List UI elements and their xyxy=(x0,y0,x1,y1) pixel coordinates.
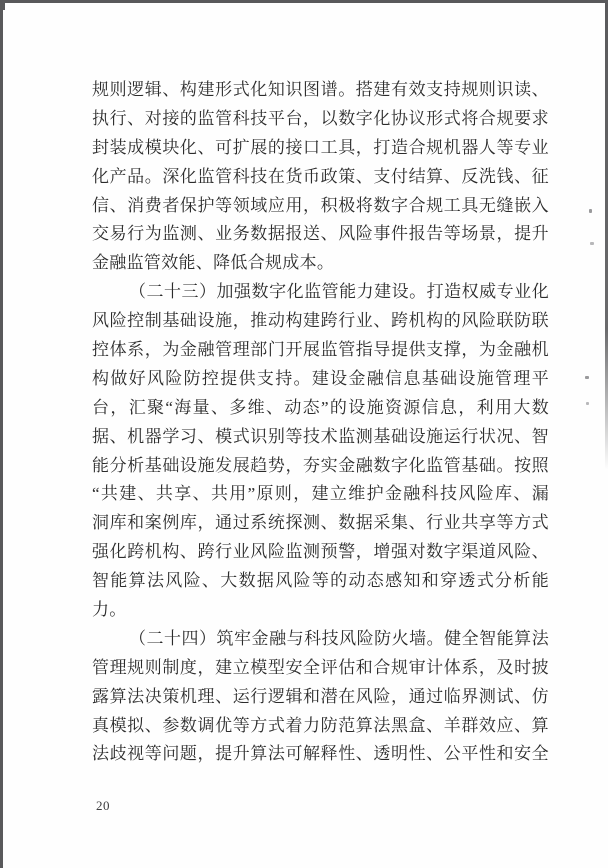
text-line: 洞库和案例库，通过系统探测、数据采集、行业共享等方式 xyxy=(92,513,549,533)
scan-speckle xyxy=(590,242,594,245)
text-line-paragraph-start: （二十四）筑牢金融与科技风险防火墙。健全智能算法 xyxy=(129,628,549,648)
text-line-paragraph-start: （二十三）加强数字化监管能力建设。打造权威专业化 xyxy=(129,282,549,302)
scan-edge-left xyxy=(0,0,3,868)
text-line: 管理规则制度，建立模型安全评估和合规审计体系，及时披 xyxy=(92,657,549,677)
text-line: 风险控制基础设施，推动构建跨行业、跨机构的风险联防联 xyxy=(92,311,549,331)
text-line: 法歧视等问题，提升算法可解释性、透明性、公平性和安全 xyxy=(92,744,549,764)
text-line: 强化跨机构、跨行业风险监测预警，增强对数字渠道风险、 xyxy=(92,542,549,562)
text-line: 控体系，为金融管理部门开展监管指导提供支撑，为金融机 xyxy=(92,340,549,360)
text-line: 能分析基础设施发展趋势，夯实金融数字化监管基础。按照 xyxy=(92,455,549,475)
scan-speckle xyxy=(589,209,592,213)
text-line: 智能算法风险、大数据风险等的动态感知和穿透式分析能 xyxy=(92,571,549,591)
text-line: 交易行为监测、业务数据报送、风险事件报告等场景，提升 xyxy=(92,224,549,244)
text-line: 据、机器学习、模式识别等技术监测基础设施运行状况、智 xyxy=(92,426,549,446)
text-line: “共建、共享、共用”原则，建立维护金融科技风险库、漏 xyxy=(92,484,549,504)
text-line: 真模拟、参数调优等方式着力防范算法黑盒、羊群效应、算 xyxy=(92,715,549,735)
text-line: 金融监管效能、降低合规成本。 xyxy=(92,253,335,273)
text-line: 信、消费者保护等领域应用，积极将数字合规工具无缝嵌入 xyxy=(92,195,549,215)
text-line: 化产品。深化监管科技在货币政策、支付结算、反洗钱、征 xyxy=(92,166,549,186)
page-number: 20 xyxy=(96,798,110,813)
text-line: 执行、对接的监管科技平台，以数字化协议形式将合规要求 xyxy=(92,108,549,128)
text-block xyxy=(92,76,549,769)
text-line: 台，汇聚“海量、多维、动态”的设施资源信息，利用大数 xyxy=(92,397,549,417)
text-line: 构做好风险防控提供支持。建设金融信息基础设施管理平 xyxy=(92,368,549,388)
text-line: 露算法决策机理、运行逻辑和潜在风险，通过临界测试、仿 xyxy=(92,686,549,706)
text-line: 规则逻辑、构建形式化知识图谱。搭建有效支持规则识读、 xyxy=(92,80,549,99)
scan-speckle xyxy=(586,402,589,405)
text-line: 封装成模块化、可扩展的接口工具，打造合规机器人等专业 xyxy=(92,137,549,157)
scan-edge-top xyxy=(0,0,608,3)
text-line: 力。 xyxy=(92,600,127,620)
scan-speckle xyxy=(585,376,589,379)
